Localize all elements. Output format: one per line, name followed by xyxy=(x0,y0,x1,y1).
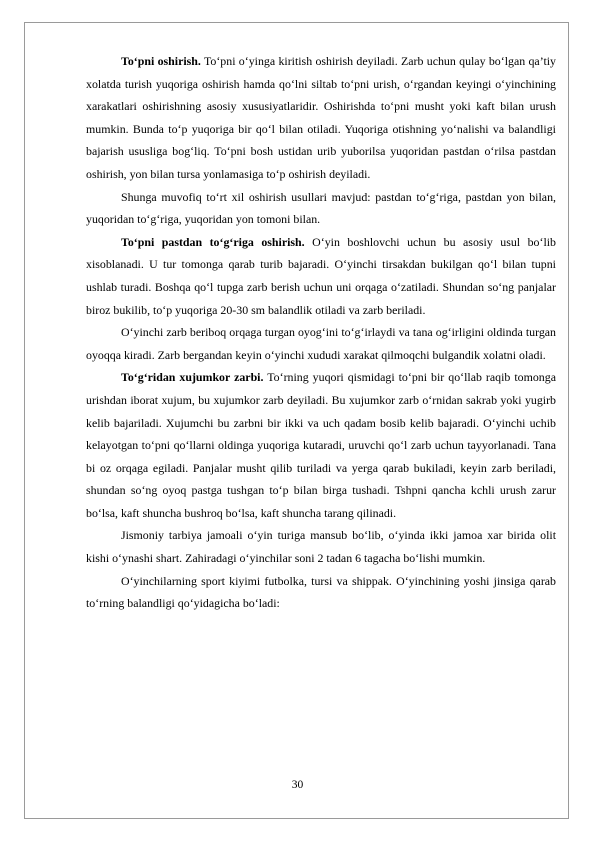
paragraph-uniform xyxy=(86,570,556,615)
document-body xyxy=(86,50,556,615)
paragraph-underhand-serve xyxy=(86,231,556,321)
paragraph-serve xyxy=(86,50,556,186)
paragraph-text: Shunga muvofiq to‘rt xil oshirish usullari mavjud: pastdan to‘g‘riga, pastdan yon bilan, yuqoridan to‘g‘riga, yuqoridan yon tomoni bilan. xyxy=(86,189,556,227)
paragraph-text: O‘yin boshlovchi uchun bu asosiy usul bo‘lib xisoblanadi. U tur tomonga qarab turib bajaradi. O‘yinchi tirsakdan bukilgan qo‘l bilan tupni ushlab turadi. Boshqa qo‘l tupga zarb berish uchun uni orqaga o‘zatiladi. Shundan so‘ng panjalar biroz bukilib, to‘p yuqoriga 20-30 sm balandlik otiladi va zarb beriladi. xyxy=(86,234,556,317)
paragraph-text: To‘rning yuqori qismidagi to‘pni bir qo‘llab raqib tomonga urishdan iborat xujum, bu xujumkor zarb deyiladi. Bu xujumkor zarb o‘rnidan sakrab yoki yugirb kelib bajariladi. Xujumchi bu zarbni bir ikki va uch qadam bosib kelib bajaradi. O‘yinchi uchib kelayotgan to‘pni qo‘llarni oldinga yuqoriga kutaradi, uruvchi qo‘l zarb uchun tayyorlanadi. Tana bi oz orqaga egiladi. Panjalar musht qilib turiladi va yerga qarab bukiladi, keyin zarb beriladi, shundan so‘ng oyoq pastga tushgan to‘p bilan birga tushadi. Tshpni qancha kchli urush zarur bo‘lsa, kaft shuncha bushroq bo‘lsa, kaft shuncha tarang qilinadi. xyxy=(86,370,556,520)
paragraph-text: O‘yinchilarning sport kiyimi futbolka, tursi va shippak. O‘yinchining yoshi jinsiga qarab to‘rning balandligi qo‘yidagicha bo‘ladi: xyxy=(86,573,556,611)
paragraph-after-serve xyxy=(86,321,556,366)
paragraph-text: O‘yinchi zarb beriboq orqaga turgan oyog‘ini to‘g‘irlaydi va tana og‘irligini oldinda turgan oyoqqa kiradi. Zarb bergandan keyin o‘yinchi xududi xarakat qilmoqchi bulgandik xolatni oladi. xyxy=(86,325,556,362)
paragraph-team-rules xyxy=(86,524,556,569)
heading-underhand-serve: To‘pni pastdan to‘g‘riga oshirish. xyxy=(121,234,305,249)
paragraph-text: To‘pni o‘yinga kiritish oshirish deyiladi. Zarb uchun qulay bo‘lgan qa’tiy xolatda turish yuqoriga oshirish hamda qo‘lni siltab to‘pni urish, o‘rgandan keyingi o‘yinchining xarakatlari oshirishning asosiy xususiyatlaridir. Oshirishda to‘pni musht yoki kaft bilan urush mumkin. Bunda to‘p yuqoriga bir qo‘l bilan otiladi. Yuqoriga otishning yo‘nalishi va balandligi bajarish ususliga bog‘liq. To‘pni bosh ustidan urib yuborilsa yuqoridan pastdan o‘rilsa pastdan oshirish, yon bilan tursa yonlamasiga to‘p oshirish deyiladi. xyxy=(86,54,556,181)
paragraph-serve-methods xyxy=(86,186,556,231)
paragraph-text: Jismoniy tarbiya jamoali o‘yin turiga mansub bo‘lib, o‘yinda ikki jamoa xar birida olit kishi o‘ynashi shart. Zahiradagi o‘yinchilar soni 2 tadan 6 tagacha bo‘lishi mumkin. xyxy=(86,528,556,566)
heading-serve: To‘pni oshirish. xyxy=(121,54,201,68)
paragraph-attack-hit xyxy=(86,366,556,524)
page-number: 30 xyxy=(291,779,304,791)
heading-attack-hit: To‘g‘ridan xujumkor zarbi. xyxy=(121,370,264,385)
